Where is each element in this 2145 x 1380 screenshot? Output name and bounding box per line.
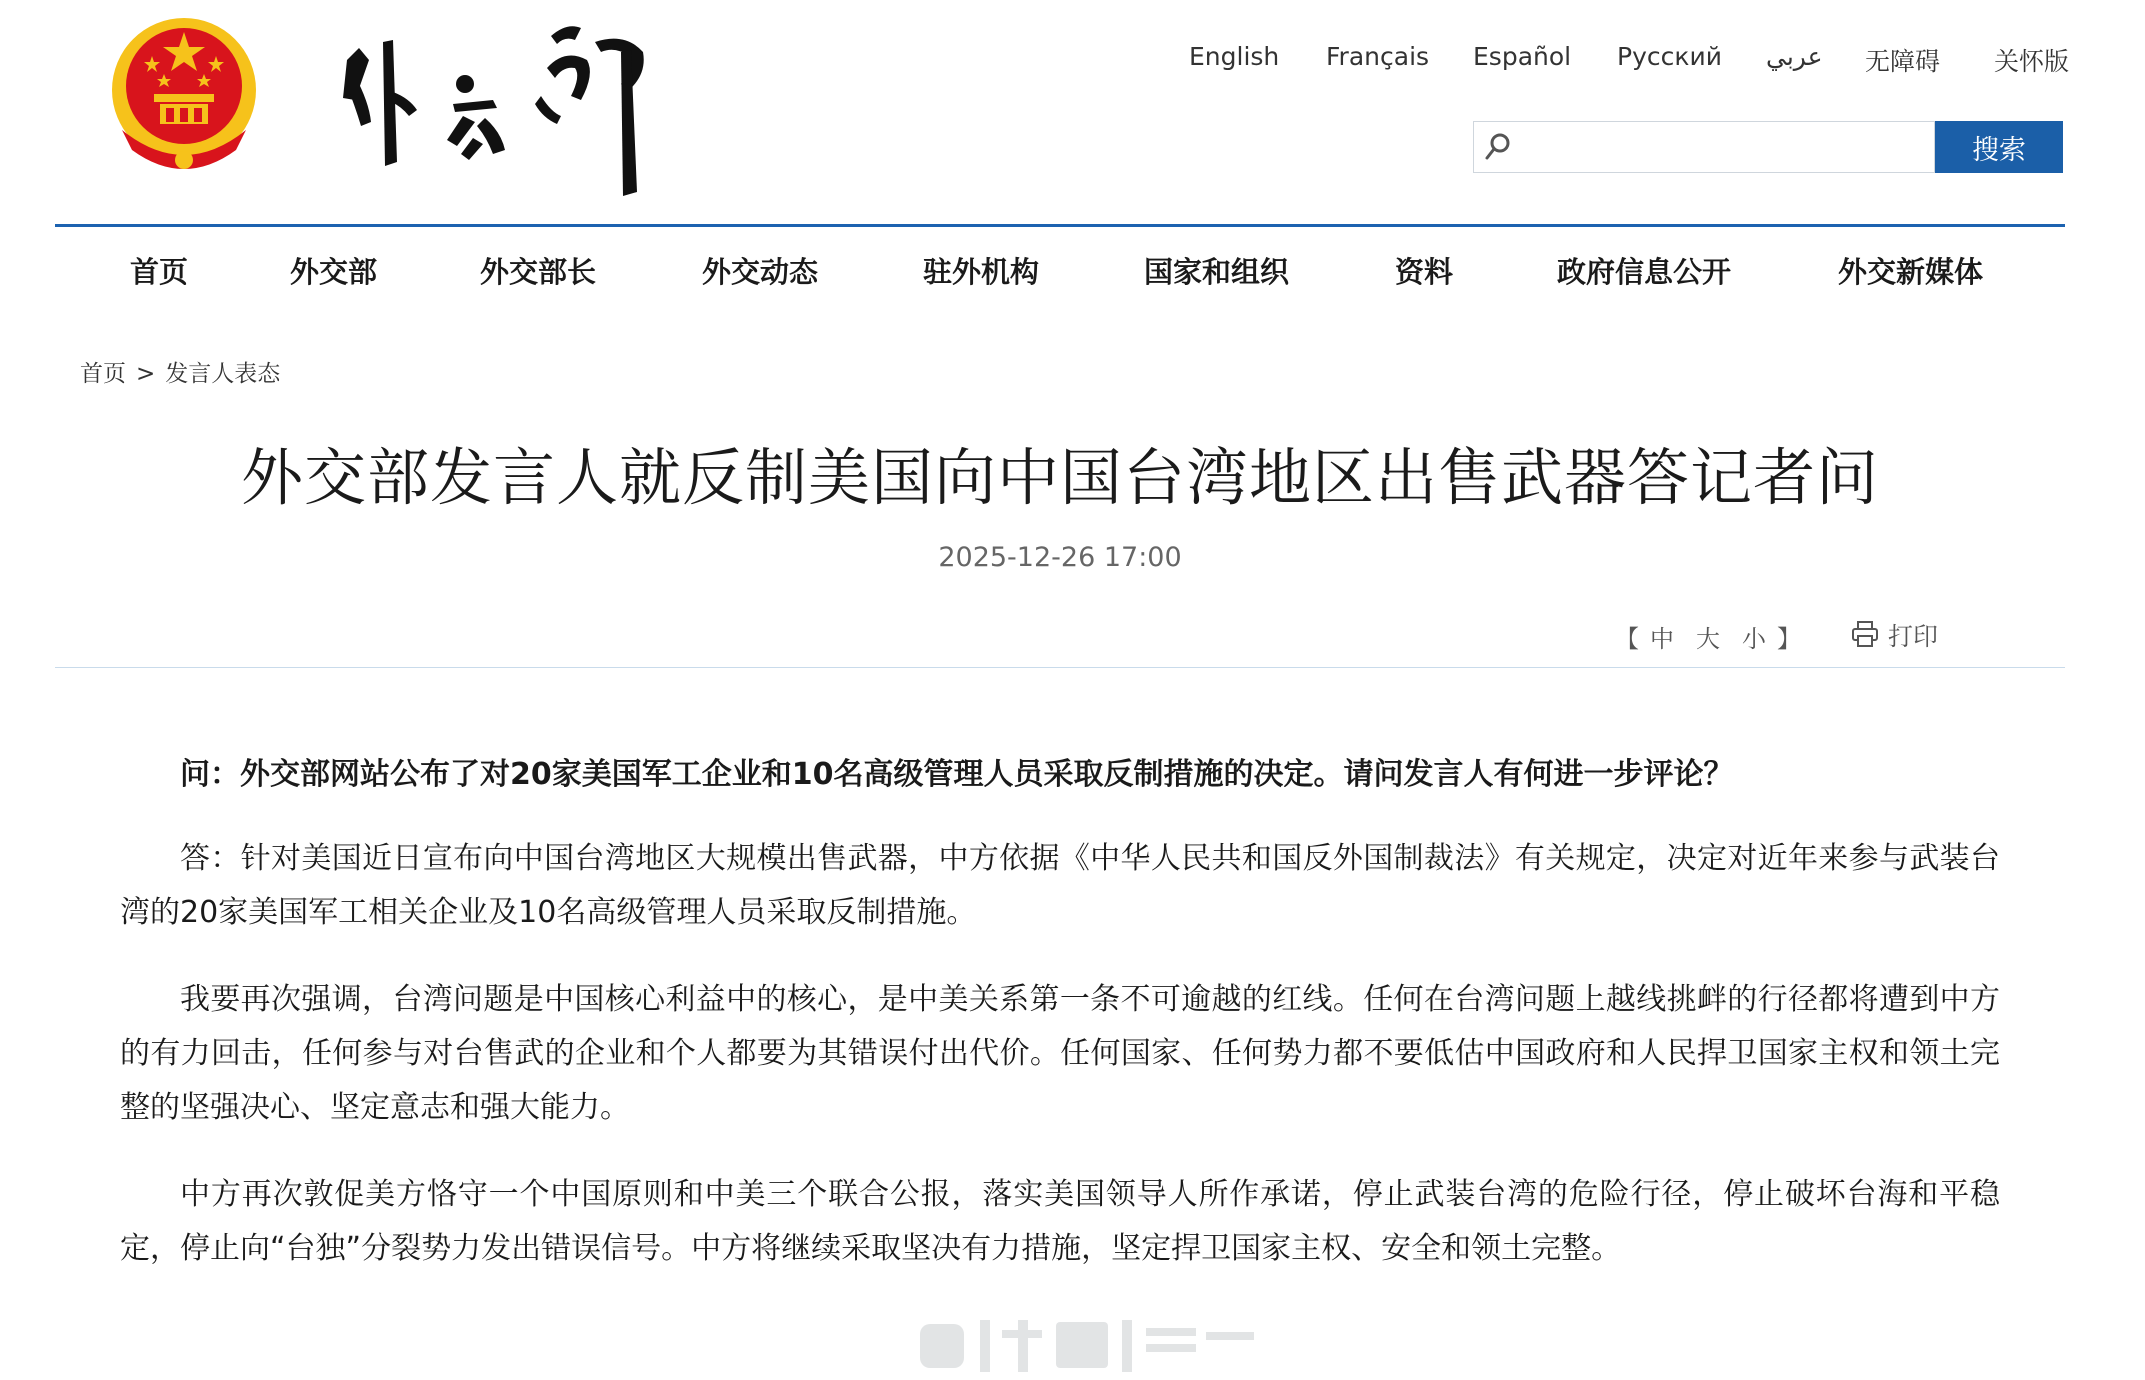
- search-icon: [1481, 130, 1513, 164]
- font-size-large[interactable]: 大: [1696, 625, 1720, 653]
- nav-new-media[interactable]: 外交新媒体: [1838, 255, 1984, 289]
- calligraphy-logo[interactable]: [325, 12, 705, 202]
- font-size-medium[interactable]: 中: [1650, 625, 1674, 653]
- lang-english[interactable]: English: [1189, 42, 1280, 71]
- page-title: 外交部发言人就反制美国向中国台湾地区出售武器答记者问: [240, 441, 1879, 514]
- answer-paragraph-3: 中方再次敦促美方恪守一个中国原则和中美三个联合公报，落实美国领导人所作承诺，停止武装台湾的危险行径，停止破坏台海和平稳定，停止向“台独”分裂势力发出错误信号。中方将继续采取坚决有力措施，坚定捍卫国家主权、安全和领土完整。: [120, 1177, 2000, 1266]
- search-input[interactable]: [1520, 123, 1930, 171]
- nav-resources[interactable]: 资料: [1395, 255, 1454, 289]
- accessibility-link[interactable]: 无障碍: [1865, 47, 1941, 76]
- breadcrumb-home[interactable]: 首页: [80, 361, 126, 387]
- meta-divider: [55, 667, 2065, 668]
- question-paragraph: 问：外交部网站公布了对20家美国军工企业和10名高级管理人员采取反制措施的决定。请问发言人有何进一步评论？: [180, 757, 1734, 792]
- nav-missions-abroad[interactable]: 驻外机构: [923, 255, 1040, 289]
- lang-arabic[interactable]: عربي: [1766, 42, 1823, 71]
- nav-minister[interactable]: 外交部长: [480, 255, 597, 289]
- breadcrumb-spokesperson[interactable]: 发言人表态: [165, 361, 281, 387]
- bracket-open: 【: [1615, 625, 1639, 653]
- breadcrumb: [80, 355, 280, 388]
- breadcrumb-separator: >: [136, 361, 156, 387]
- national-emblem-icon[interactable]: [108, 10, 260, 175]
- lang-french[interactable]: Français: [1326, 42, 1430, 71]
- nav-diplomatic-news[interactable]: 外交动态: [702, 255, 819, 289]
- publish-date: 2025-12-26 17:00: [938, 542, 1182, 573]
- nav-countries-organizations[interactable]: 国家和组织: [1144, 255, 1290, 289]
- font-size-controls: [1615, 619, 1801, 654]
- print-button[interactable]: 打印: [1888, 622, 1939, 651]
- answer-paragraph-1: 答：针对美国近日宣布向中国台湾地区大规模出售武器，中方依据《中华人民共和国反外国制裁法》有关规定，决定对近年来参与武装台湾的20家美国军工相关企业及10名高级管理人员采取反制措施。: [120, 841, 2000, 930]
- lang-spanish[interactable]: Español: [1473, 42, 1572, 71]
- nav-divider: [55, 224, 2065, 227]
- answer-paragraph-2: 我要再次强调，台湾问题是中国核心利益中的核心，是中美关系第一条不可逾越的红线。任何在台湾问题上越线挑衅的行径都将遭到中方的有力回击，任何参与对台售武的企业和个人都要为其错误付出代价。任何国家、任何势力都不要低估中国政府和人民捍卫国家主权和领土完整的坚强决心、坚定意志和强大能力。: [120, 982, 2000, 1125]
- nav-government-info[interactable]: 政府信息公开: [1557, 255, 1732, 289]
- lang-russian[interactable]: Русский: [1617, 42, 1722, 71]
- bracket-close: 】: [1777, 625, 1801, 653]
- watermark-logo: [910, 1310, 1270, 1380]
- nav-home[interactable]: 首页: [130, 255, 189, 289]
- font-size-small[interactable]: 小: [1742, 625, 1766, 653]
- elder-care-version-link[interactable]: 关怀版: [1994, 47, 2070, 76]
- article-body: [120, 748, 2000, 1309]
- search-button[interactable]: 搜索: [1935, 121, 2063, 173]
- nav-ministry[interactable]: 外交部: [290, 255, 378, 289]
- printer-icon[interactable]: [1850, 619, 1880, 649]
